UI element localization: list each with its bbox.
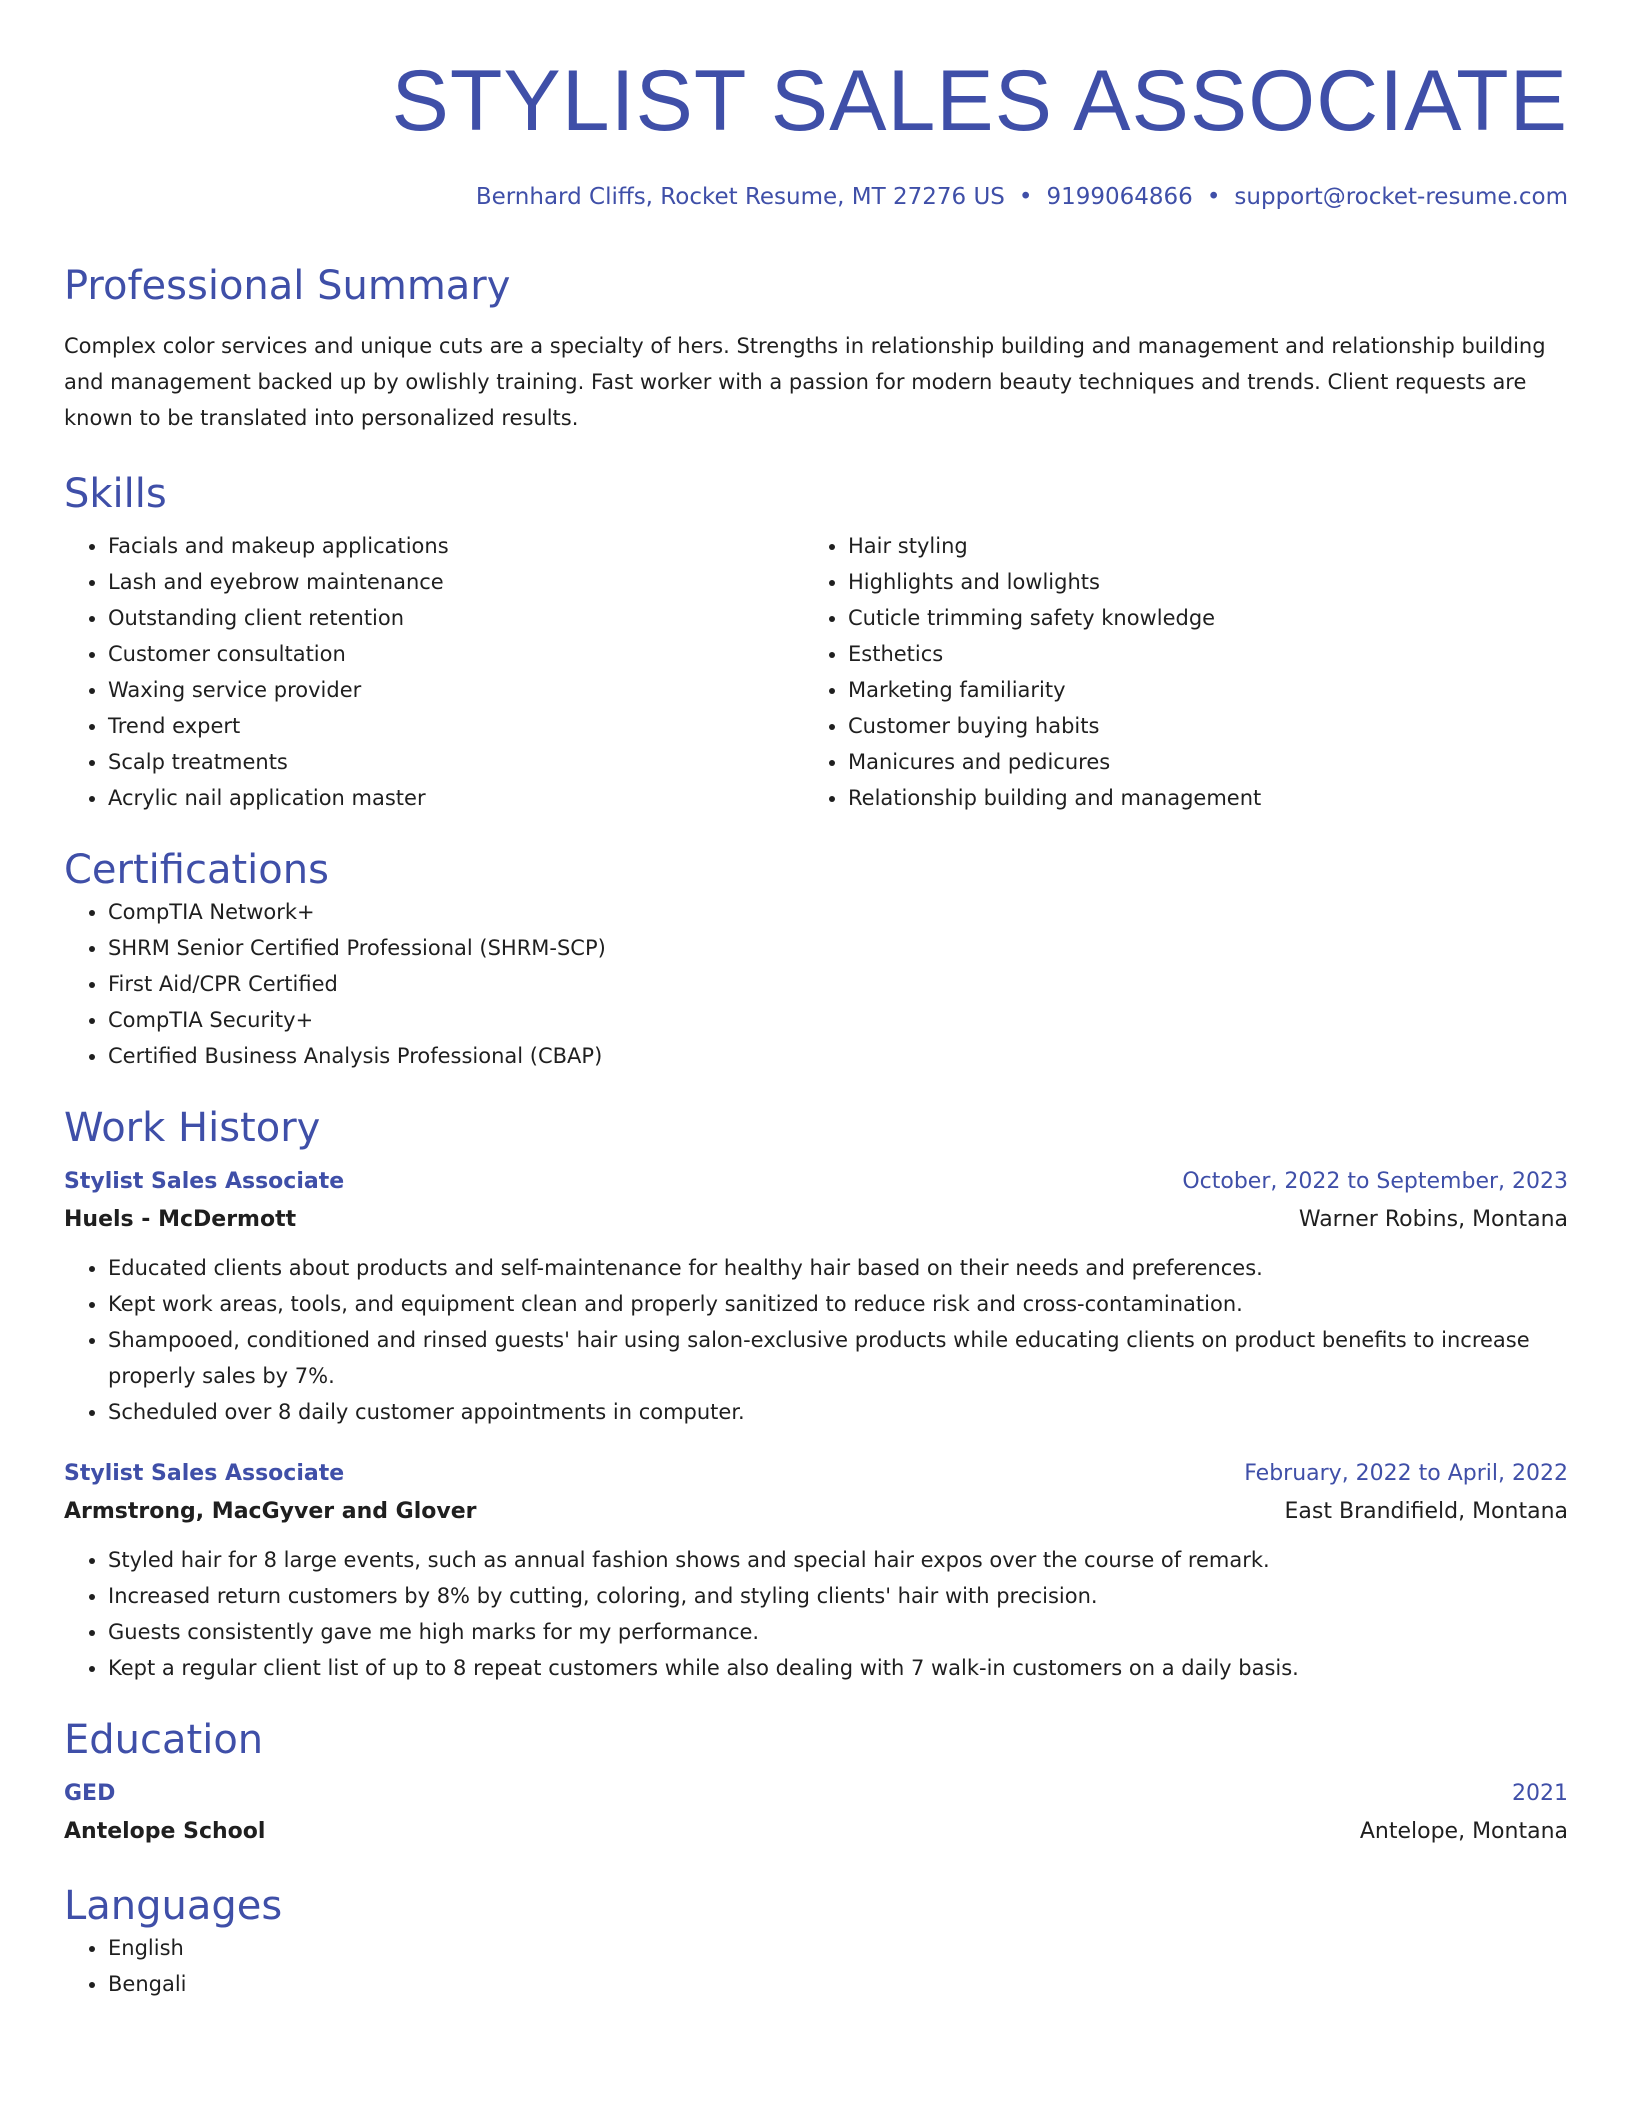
language-item: • Bengali	[108, 1966, 1568, 2002]
job-bullet: • Guests consistently gave me high marks for my performance.	[108, 1614, 1568, 1650]
job-title-row	[64, 1164, 1568, 1200]
skill-item: • Customer buying habits	[848, 708, 1564, 744]
job-bullets	[64, 1542, 1568, 1686]
skill-item: • Esthetics	[848, 636, 1564, 672]
contact-line	[64, 184, 1568, 212]
resume-header	[64, 53, 1568, 212]
skill-item: • Customer consultation	[108, 636, 804, 672]
summary-text: Complex color services and unique cuts are a specialty of hers. Strengths in relationship building and management and relationship building and management backed up by owlishly training. Fast worker with a passion for modern beauty techniques and trends. Client requests are known to be translated into personalized results.	[64, 333, 1546, 430]
skills-grid	[64, 528, 1568, 816]
contact-phone: 9199064866	[1046, 184, 1193, 210]
education-heading: Education	[64, 1716, 264, 1763]
contact-separator: •	[1206, 184, 1221, 210]
skills-column-right	[804, 528, 1564, 816]
work-history-heading: Work History	[64, 1104, 321, 1151]
skill-item: • Trend expert	[108, 708, 804, 744]
certifications-list	[64, 894, 1568, 1074]
education-section	[64, 1716, 1568, 1852]
summary-section	[64, 262, 1568, 436]
job-entry	[64, 1164, 1568, 1430]
skills-heading: Skills	[64, 470, 167, 517]
job-bullet: • Educated clients about products and self-maintenance for healthy hair based on their needs and preferences.	[108, 1250, 1568, 1286]
job-bullet: • Styled hair for 8 large events, such as annual fashion shows and special hair expos over the course of remark.	[108, 1542, 1568, 1578]
languages-list	[64, 1930, 1568, 2002]
job-bullet: • Kept work areas, tools, and equipment clean and properly sanitized to reduce risk and cross-contamination.	[108, 1286, 1568, 1322]
skill-item: • Scalp treatments	[108, 744, 804, 780]
skill-item: • Acrylic nail application master	[108, 780, 804, 816]
job-bullets	[64, 1250, 1568, 1430]
education-entry	[64, 1776, 1568, 1852]
skill-item: • Relationship building and management	[848, 780, 1564, 816]
skill-item: • Facials and makeup applications	[108, 528, 804, 564]
skills-section	[64, 470, 1568, 816]
job-dates: February, 2022 to April, 2022	[1244, 1460, 1568, 1486]
job-title: Stylist Sales Associate	[64, 1168, 345, 1194]
contact-separator: •	[1018, 184, 1033, 210]
job-entry	[64, 1456, 1568, 1686]
certifications-heading: Certifications	[64, 846, 329, 893]
job-bullet: • Increased return customers by 8% by cutting, coloring, and styling clients' hair with precision.	[108, 1578, 1568, 1614]
skill-item: • Outstanding client retention	[108, 600, 804, 636]
languages-heading: Languages	[64, 1882, 283, 1929]
certification-item: • First Aid/CPR Certified	[108, 966, 1568, 1002]
skill-item: • Hair styling	[848, 528, 1564, 564]
job-company: Armstrong, MacGyver and Glover	[64, 1498, 477, 1524]
contact-email: support@rocket-resume.com	[1234, 184, 1568, 210]
languages-section	[64, 1882, 1568, 2002]
job-dates: October, 2022 to September, 2023	[1182, 1168, 1568, 1194]
job-location: East Brandifield, Montana	[1284, 1498, 1568, 1524]
certification-item: • CompTIA Security+	[108, 1002, 1568, 1038]
job-bullet: • Kept a regular client list of up to 8 repeat customers while also dealing with 7 walk-in customers on a daily basis.	[108, 1650, 1568, 1686]
certification-item: • Certified Business Analysis Professional (CBAP)	[108, 1038, 1568, 1074]
job-company-row	[64, 1492, 1568, 1532]
work-history-section	[64, 1104, 1568, 1686]
skill-item: • Cuticle trimming safety knowledge	[848, 600, 1564, 636]
skill-item: • Manicures and pedicures	[848, 744, 1564, 780]
skill-item: • Highlights and lowlights	[848, 564, 1564, 600]
education-school: Antelope School	[64, 1818, 266, 1844]
certification-item: • CompTIA Network+	[108, 894, 1568, 930]
skill-item: • Waxing service provider	[108, 672, 804, 708]
skill-item: • Marketing familiarity	[848, 672, 1564, 708]
education-school-row	[64, 1812, 1568, 1852]
job-company-row	[64, 1200, 1568, 1240]
job-title-row	[64, 1456, 1568, 1492]
education-year: 2021	[1512, 1780, 1568, 1806]
education-degree: GED	[64, 1780, 116, 1806]
skill-item: • Lash and eyebrow maintenance	[108, 564, 804, 600]
certification-item: • SHRM Senior Certified Professional (SHRM-SCP)	[108, 930, 1568, 966]
candidate-name: STYLIST SALES ASSOCIATE	[391, 53, 1568, 149]
education-location: Antelope, Montana	[1359, 1818, 1568, 1844]
job-bullet: • Scheduled over 8 daily customer appointments in computer.	[108, 1394, 1568, 1430]
certifications-section	[64, 846, 1568, 1074]
job-bullet: • Shampooed, conditioned and rinsed guests' hair using salon-exclusive products while educating clients on product benefits to increase properly sales by 7%.	[108, 1322, 1568, 1394]
job-location: Warner Robins, Montana	[1298, 1206, 1568, 1232]
skills-column-left	[64, 528, 804, 816]
summary-heading: Professional Summary	[64, 262, 511, 309]
language-item: • English	[108, 1930, 1568, 1966]
contact-address: Bernhard Cliffs, Rocket Resume, MT 27276 US	[475, 184, 1005, 210]
job-title: Stylist Sales Associate	[64, 1460, 345, 1486]
job-company: Huels - McDermott	[64, 1206, 297, 1232]
education-degree-row	[64, 1776, 1568, 1812]
